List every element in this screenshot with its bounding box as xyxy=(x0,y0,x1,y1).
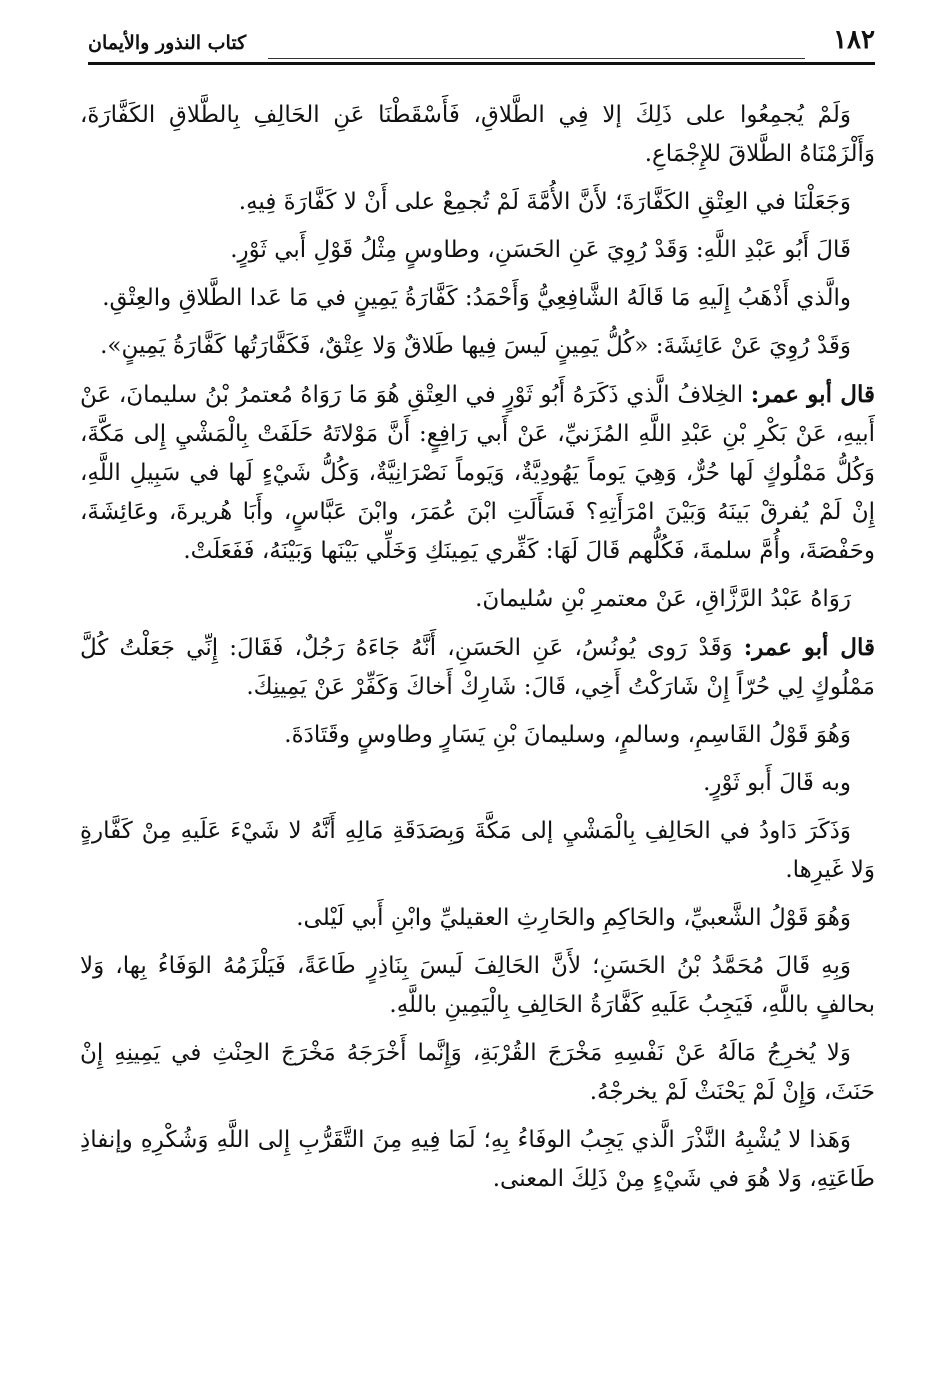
paragraph xyxy=(80,764,875,803)
running-title: كتاب النذور والأيمان xyxy=(88,32,247,54)
page-header xyxy=(88,22,875,65)
paragraph-text: وَلَمْ يُجمِعُوا على ذَلِكَ إلا فِي الطَّلاقِ، فَأَسْقَطْنَا عَنِ الحَالِفِ بِالطَّلاقِ الكَفَّارَةَ، وَأَلْزَمْنَاهُ الطَّلاقَ للإِجْمَاعِ. xyxy=(80,102,875,167)
paragraph xyxy=(80,716,875,755)
paragraph-text: وَقَدْ رُوِيَ عَنْ عَائِشَةَ: «كُلُّ يَمِينٍ لَيسَ فِيها طَلاقٌ وَلا عِتْقٌ، فَكَفَّارَتُها كَفَّارَةُ يَمِينٍ». xyxy=(100,333,851,359)
paragraph xyxy=(80,231,875,270)
paragraph-text: وَهُوَ قَوْلُ القَاسِمِ، وسالمٍ، وسليمانَ بْنِ يَسَارٍ وطاوسٍ وقَتَادَةَ. xyxy=(284,722,851,748)
paragraph-lead: قال أبو عمر: xyxy=(750,381,876,408)
paragraph-text: وَهُوَ قَوْلُ الشَّعبيِّ، والحَاكِمِ والحَارِثِ العقيليِّ وابْنِ أَبي لَيْلى. xyxy=(296,905,851,931)
paragraph-text: والَّذي أَذْهَبُ إِلَيهِ مَا قَالَهُ الشَّافِعِيُّ وَأَحْمَدُ: كَفَّارَةُ يَمِينٍ في مَا عَدا الطَّلاقِ والعِتْقِ. xyxy=(102,285,851,311)
paragraph-text: وَلا يُخرِجُ مَالَهُ عَنْ نَفْسِهِ مَخْرَجَ القُرْبَةِ، وَإِنَّما أَخْرَجَهُ مَخْرَجَ الحِنْثِ في يَمِينِهِ إِنْ حَنَثَ، وَإِنْ لَمْ يَحْنَثْ لَمْ يخرجْهُ. xyxy=(80,1040,875,1105)
paragraph xyxy=(80,812,875,890)
header-rule xyxy=(268,58,805,59)
paragraph xyxy=(80,1034,875,1112)
paragraph xyxy=(80,947,875,1025)
paragraph xyxy=(80,279,875,318)
paragraph xyxy=(80,1121,875,1199)
paragraph-lead: قال أبو عمر: xyxy=(743,634,875,661)
paragraph-text: وَذَكَرَ دَاودُ في الحَالِفِ بِالْمَشْيِ إلى مَكَّةَ وَبِصَدَقَةِ مَالِهِ أَنَّهُ لا شَيْءَ عَلَيهِ مِنْ كَفَّارةٍ وَلا غَيرِها. xyxy=(80,818,875,883)
paragraph-text: الخِلافُ الَّذي ذَكَرَهُ أَبُو ثَوْرٍ في العِتْقِ هُوَ مَا رَوَاهُ مُعتمرُ بْنُ سليمانَ، عَنْ أَبيهِ، عَنْ بَكْرِ بْنِ عَبْدِ اللَّهِ المُزَنيِّ، عَنْ أَبي رَافِعٍ: أَنَّ مَوْلاتَهُ حَلَفَتْ بِالْمَشْيِ إِلى مَكَّةَ، وَكُلُّ مَمْلُوكٍ لَها حُرٌّ، وَهِيَ يَوماً يَهُودِيَّةٌ، وَيَوماً نَصْرَانِيَّةٌ، وَكُلُّ شَيْءٍ لَها في سَبِيلِ اللَّهِ، إِنْ لَمْ يُفرقْ بَينَهُ وَبَيْنَ امْرَأَتِهِ؟ فَسَأَلَتِ ابْنَ عُمَرَ، وابْنَ عَبَّاسٍ، وأَبَا هُريرةَ، وعَائِشَةَ، وحَفْصَةَ، وأُمَّ سلمةَ، فَكُلُّهم قَالَ لَهَا: كَفِّري يَمِينَكِ وَخَلِّي بَيْنَها وَبَيْنَهُ، فَفَعَلَتْ. xyxy=(80,382,875,564)
paragraph-text: وَجَعَلْنَا في العِتْقِ الكَفَّارَةَ؛ لأَنَّ الأُمَّةَ لَمْ تُجمِعْ على أَنْ لا كَفَّارَةَ فِيهِ. xyxy=(238,189,851,215)
paragraph xyxy=(80,375,875,571)
page-number: ١٨٢ xyxy=(833,25,875,55)
paragraph xyxy=(80,96,875,174)
paragraph-text: وبه قَالَ أَبو ثَوْرٍ. xyxy=(703,770,851,796)
paragraph-text: قَالَ أَبُو عَبْدِ اللَّهِ: وَقَدْ رُوِيَ عَنِ الحَسَنِ، وطاوسٍ مِثْلُ قَوْلِ أَبي ثَوْرٍ. xyxy=(230,237,851,263)
paragraph-text: رَوَاهُ عَبْدُ الرَّزَّاقِ، عَنْ معتمرِ بْنِ سُليمانَ. xyxy=(475,586,851,612)
paragraph xyxy=(80,580,875,619)
paragraph-text: وَهَذا لا يُشْبِهُ النَّذْرَ الَّذي يَجِبُ الوفَاءُ بِهِ؛ لَمَا فِيهِ مِنَ التَّقَرُّبِ إِلى اللَّهِ وَشُكْرِهِ وإنفاذِ طَاعَتِهِ، وَلا هُوَ في شَيْءٍ مِنْ ذَلِكَ المعنى. xyxy=(80,1127,875,1192)
paragraph-text: وَقَدْ رَوى يُونُسُ، عَنِ الحَسَنِ، أَنَّهُ جَاءَهُ رَجُلٌ، فَقَالَ: إِنِّي جَعَلْتُ كُلَّ مَمْلُوكٍ لِي حُرّاً إِنْ شَارَكْتُ أَخِي، قَالَ: شَارِكْ أَخاكَ وَكَفِّرْ عَنْ يَمِينِكَ. xyxy=(80,635,875,700)
paragraph xyxy=(80,899,875,938)
paragraph xyxy=(80,628,875,707)
paragraph xyxy=(80,327,875,366)
paragraph xyxy=(80,183,875,222)
paragraph-text: وَبِهِ قَالَ مُحَمَّدُ بْنُ الحَسَنِ؛ لأَنَّ الحَالِفَ لَيسَ بِنَاذِرٍ طَاعَةً، فَيَلْزَمُهُ الوَفَاءُ بِها، وَلا بحالفٍ باللَّهِ، فَيَجِبُ عَلَيهِ كَفَّارَةُ الحَالِفِ بِالْيَمِينِ باللَّهِ. xyxy=(80,953,875,1018)
page-body xyxy=(80,96,875,1208)
